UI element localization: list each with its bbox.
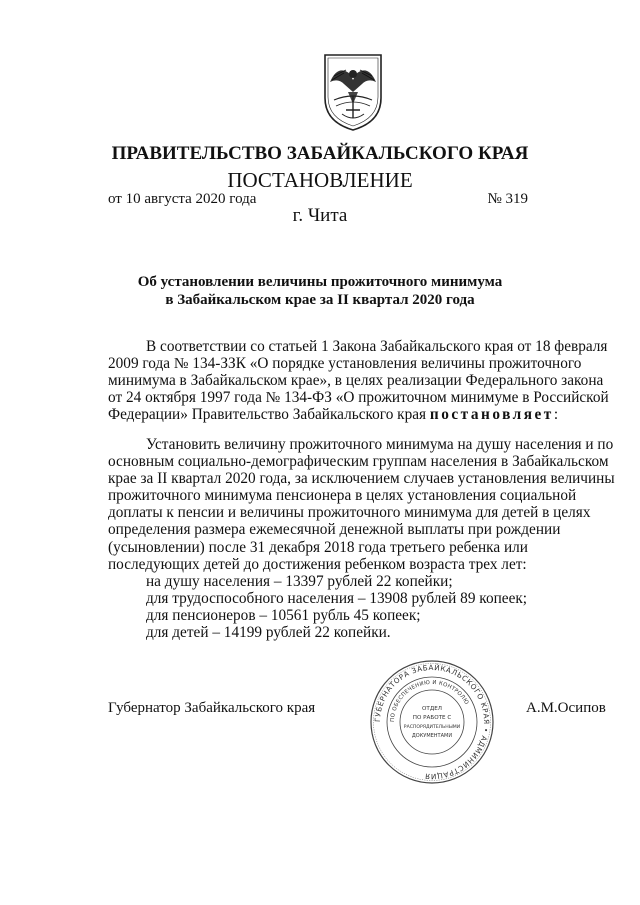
paragraph-preamble <box>108 338 609 424</box>
paragraph-line: крае за II квартал 2020 года, за исключением случаев установления величины <box>108 470 615 488</box>
value-item: для трудоспособного населения – 13908 рублей 89 копеек; <box>146 589 528 607</box>
seal-outer-text: ГУБЕРНАТОРА ЗАБАЙКАЛЬСКОГО КРАЯ • АДМИНИСТРАЦИЯ <box>372 662 492 782</box>
document-date: от 10 августа 2020 года <box>108 191 257 207</box>
paragraph-line: определения размера ежемесячной денежной выплаты при рождении <box>108 521 561 539</box>
city-name: г. Чита <box>292 205 348 226</box>
paragraph-line: от 24 октября 1997 года № 134-ФЗ «О прожиточном минимуме в Российской <box>108 389 609 407</box>
paragraph-line-final <box>108 406 559 424</box>
seal-center-line: ПО РАБОТЕ С <box>412 715 452 721</box>
seal-inner-text: ПО ОБЕСПЕЧЕНИЮ И КОНТРОЛЮ <box>389 679 470 723</box>
paragraph-line: основным социально-демографическим группам населения в Забайкальском <box>108 453 609 471</box>
signer-name: А.М.Осипов <box>526 700 606 716</box>
seal-center-line: ОТДЕЛ <box>422 706 442 712</box>
coat-of-arms-emblem <box>322 52 384 132</box>
official-seal <box>368 658 496 786</box>
value-item: для детей – 14199 рублей 22 копейки. <box>146 624 391 642</box>
paragraph-line: Установить величину прожиточного минимума на душу населения и по <box>146 436 614 453</box>
document-number: № 319 <box>487 191 528 207</box>
value-item: для пенсионеров – 10561 рубль 45 копеек; <box>146 606 421 624</box>
signer-position: Губернатор Забайкальского края <box>108 700 316 716</box>
document-type: ПОСТАНОВЛЕНИЕ <box>227 168 413 192</box>
paragraph-text: Федерации» Правительство Забайкальского края <box>108 406 427 424</box>
seal-center-line: ДОКУМЕНТАМИ <box>411 733 453 739</box>
paragraph-line: прожиточного минимума пенсионера в целях установления социальной <box>108 487 577 505</box>
paragraph-line: В соответствии со статьей 1 Закона Забайкальского края от 18 февраля <box>146 338 608 355</box>
document-title-line-1: Об установлении величины прожиточного минимума <box>137 274 503 290</box>
paragraph-line: 2009 года № 134-ЗЗК «О порядке установления величины прожиточного <box>108 355 582 373</box>
paragraph-line: (усыновлении) после 31 декабря 2018 года третьего ребенка или <box>108 538 528 556</box>
seal-center-line: РАСПОРЯДИТЕЛЬНЫМИ <box>403 725 461 730</box>
paragraph-colon: : <box>553 406 559 424</box>
organization-name: ПРАВИТЕЛЬСТВО ЗАБАЙКАЛЬСКОГО КРАЯ <box>111 143 529 164</box>
value-item: на душу населения – 13397 рублей 22 копейки; <box>146 572 453 590</box>
decree-keyword: постановляет <box>429 406 554 424</box>
paragraph-resolution <box>108 436 615 642</box>
paragraph-line: минимума в Забайкальском крае», в целях реализации Федерального закона <box>108 372 604 390</box>
paragraph-line: последующих детей до достижения ребенком возраста трех лет: <box>108 555 527 573</box>
document-title-line-2: в Забайкальском крае за II квартал 2020 года <box>165 292 475 308</box>
paragraph-line: доплаты к пенсии и величины прожиточного минимума для детей в целях <box>108 504 591 522</box>
